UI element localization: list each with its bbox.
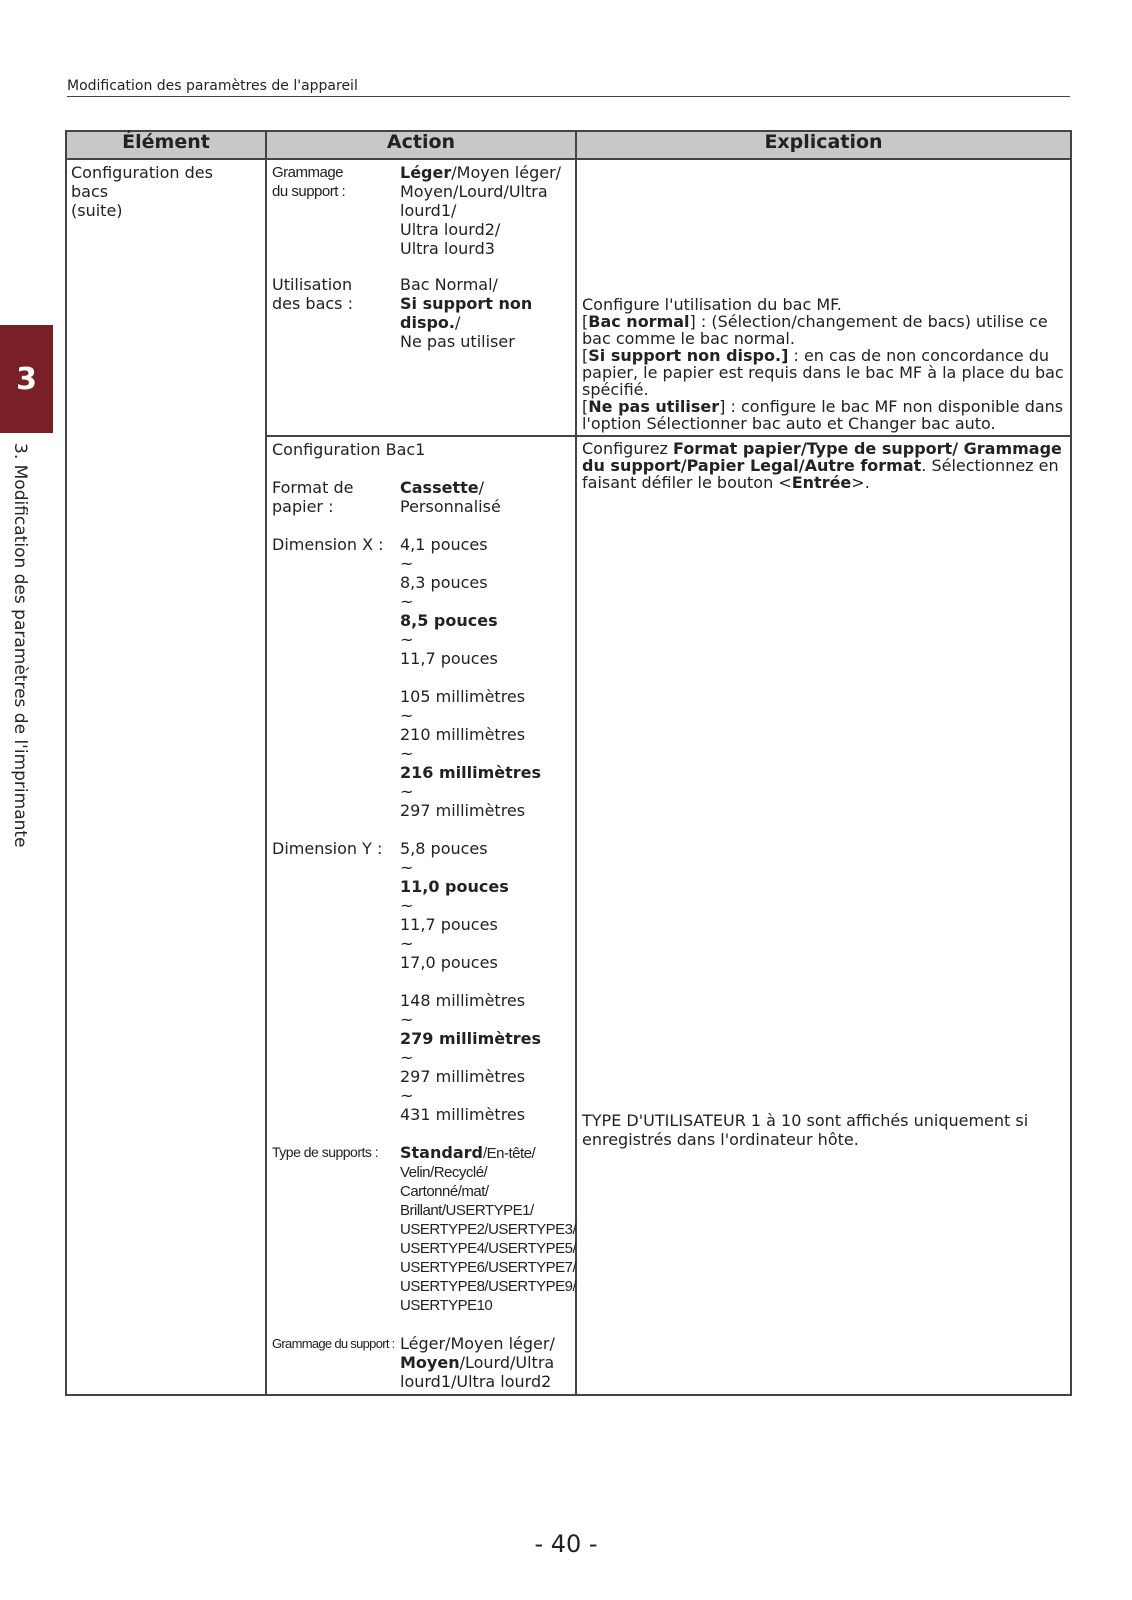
- gram2-options-1: Léger/Moyen léger/: [400, 1334, 555, 1353]
- format-options: / Personnalisé: [400, 478, 501, 516]
- bac1-expl: [582, 440, 1065, 491]
- table-header-row: [66, 131, 1071, 159]
- expl-text: ] : (Sélection/changement de bacs) utilise ce bac comme le bac normal.: [582, 312, 1048, 348]
- tilde: ~: [400, 782, 414, 801]
- tilde: ~: [400, 554, 414, 573]
- action-cell-bac1: [266, 436, 576, 1395]
- format-label: Format de papier :: [272, 478, 354, 516]
- dimx-row: [272, 535, 570, 820]
- grammage-value: [400, 163, 570, 258]
- explication-cell-tray-usage: [576, 159, 1071, 436]
- utilisation-value: [400, 275, 570, 351]
- dimx-label: Dimension X :: [272, 535, 384, 554]
- header-action: Action: [266, 131, 576, 159]
- format-row: [272, 478, 570, 516]
- dimx-v3-default: 8,5 pouces: [400, 611, 498, 630]
- utilisation-expl-normal: [582, 313, 1065, 347]
- bracket: [: [582, 346, 589, 365]
- type-options: /En-tête/ Velin/Recyclé/ Cartonné/mat/ Brillant/USERTYPE1/ USERTYPE2/USERTYPE3/ USERTYPE4/USERTYPE5/ USERTYPE6/USERTYPE7/ USERTYPE8/USERTYPE9/ USERTYPE10: [400, 1145, 577, 1314]
- table-row: [66, 159, 1071, 436]
- expl-text: ] : configure le bac MF non disponible dans l'option Sélectionner bac auto et Changer bac auto.: [582, 397, 1064, 433]
- page-number: - 40 -: [534, 1530, 598, 1558]
- expl-bold: Ne pas utiliser: [588, 397, 720, 416]
- tilde: ~: [400, 706, 414, 725]
- format-value: [400, 478, 570, 516]
- tilde: ~: [400, 744, 414, 763]
- type-row: [272, 1143, 577, 1315]
- format-default: Cassette: [400, 478, 479, 497]
- dimy-v1: 5,8 pouces: [400, 839, 488, 858]
- dimy-label: Dimension Y :: [272, 839, 383, 858]
- dimy-values: [400, 839, 570, 1124]
- expl-text: . Sélectionnez en faisant défiler le bouton <: [582, 456, 1059, 492]
- chapter-number: 3: [16, 361, 37, 397]
- action-cell-tray-usage: [266, 159, 576, 436]
- gram2-value: [400, 1334, 570, 1391]
- dimx-m4: 297 millimètres: [400, 801, 526, 820]
- element-name: Configuration des bacs (suite): [66, 159, 266, 1395]
- dimy-m3: 297 millimètres: [400, 1067, 526, 1086]
- gram2-label: Grammage du support :: [272, 1336, 395, 1351]
- expl-bold: Bac normal: [588, 312, 690, 331]
- tilde: ~: [400, 858, 414, 877]
- utilisation-expl-intro: Configure l'utilisation du bac MF.: [582, 295, 842, 314]
- gram2-row: [272, 1334, 570, 1391]
- utilisation-sep: /: [454, 313, 461, 332]
- grammage-options: /Moyen léger/ Moyen/Lourd/Ultra lourd1/ Ultra lourd2/ Ultra lourd3: [400, 163, 562, 258]
- type-value: [400, 1143, 576, 1315]
- dimy-row: [272, 839, 570, 1124]
- bac1-title: Configuration Bac1: [272, 440, 426, 459]
- header-explication: Explication: [576, 131, 1071, 159]
- dimy-v2-default: 11,0 pouces: [400, 877, 509, 896]
- tilde: ~: [400, 934, 414, 953]
- expl-bold: Entrée: [791, 473, 852, 492]
- settings-table: [65, 130, 1072, 1396]
- dimx-m3-default: 216 millimètres: [400, 763, 542, 782]
- bracket: [: [582, 397, 589, 416]
- tilde: ~: [400, 592, 414, 611]
- dimx-v1: 4,1 pouces: [400, 535, 488, 554]
- dimy-v3: 11,7 pouces: [400, 915, 498, 934]
- chapter-tab: [0, 325, 53, 433]
- explication-cell-bac1: [576, 436, 1071, 1395]
- expl-bold: Format papier/Type de support/ Grammage du support/Papier Legal/Autre format: [582, 439, 1062, 475]
- dimx-m1: 105 millimètres: [400, 687, 526, 706]
- utilisation-row: [272, 275, 570, 351]
- utilisation-label: Utilisation des bacs :: [272, 275, 353, 313]
- utilisation-option-3: Ne pas utiliser: [400, 332, 515, 351]
- dimx-m2: 210 millimètres: [400, 725, 526, 744]
- utilisation-default-text: Si support non dispo.: [400, 294, 533, 332]
- dimx-v4: 11,7 pouces: [400, 649, 498, 668]
- utilisation-default: [400, 294, 570, 332]
- page-header: [67, 78, 1070, 97]
- expl-bold: Si support non dispo.]: [588, 346, 789, 365]
- dimx-values: [400, 535, 570, 820]
- expl-text: : en cas de non concordance du papier, le papier est requis dans le bac MF à la place du bac spécifié.: [582, 346, 1064, 399]
- tilde: ~: [400, 1048, 414, 1067]
- header-title: Modification des paramètres de l'appareil: [67, 78, 358, 94]
- bracket: [: [582, 312, 589, 331]
- gram2-default: Moyen: [400, 1353, 460, 1372]
- type-default: Standard: [400, 1143, 483, 1162]
- grammage-label: Grammage du support :: [272, 164, 346, 200]
- tilde: ~: [400, 1010, 414, 1029]
- tilde: ~: [400, 1086, 414, 1105]
- dimy-m1: 148 millimètres: [400, 991, 526, 1010]
- dimx-v2: 8,3 pouces: [400, 573, 488, 592]
- type-expl: TYPE D'UTILISATEUR 1 à 10 sont affichés uniquement si enregistrés dans l'ordinateur hôte.: [582, 1111, 1029, 1149]
- dimy-v4: 17,0 pouces: [400, 953, 498, 972]
- utilisation-expl-non-dispo: [582, 347, 1065, 398]
- chapter-side-title: 3. Modification des paramètres de l'imprimante: [10, 443, 30, 848]
- expl-text: Configurez: [582, 439, 674, 458]
- utilisation-option-1: Bac Normal/: [400, 275, 498, 294]
- header-element: Élément: [66, 131, 266, 159]
- tilde: ~: [400, 896, 414, 915]
- tilde: ~: [400, 630, 414, 649]
- grammage-default: Léger: [400, 163, 452, 182]
- gram2-options-2: /Lourd/Ultra lourd1/Ultra lourd2: [400, 1353, 555, 1391]
- utilisation-expl-ne-pas: [582, 398, 1065, 432]
- dimy-m4: 431 millimètres: [400, 1105, 526, 1124]
- dimy-m2-default: 279 millimètres: [400, 1029, 542, 1048]
- expl-text: >.: [851, 473, 870, 492]
- grammage-row: [272, 163, 570, 258]
- type-label: Type de supports :: [272, 1144, 379, 1160]
